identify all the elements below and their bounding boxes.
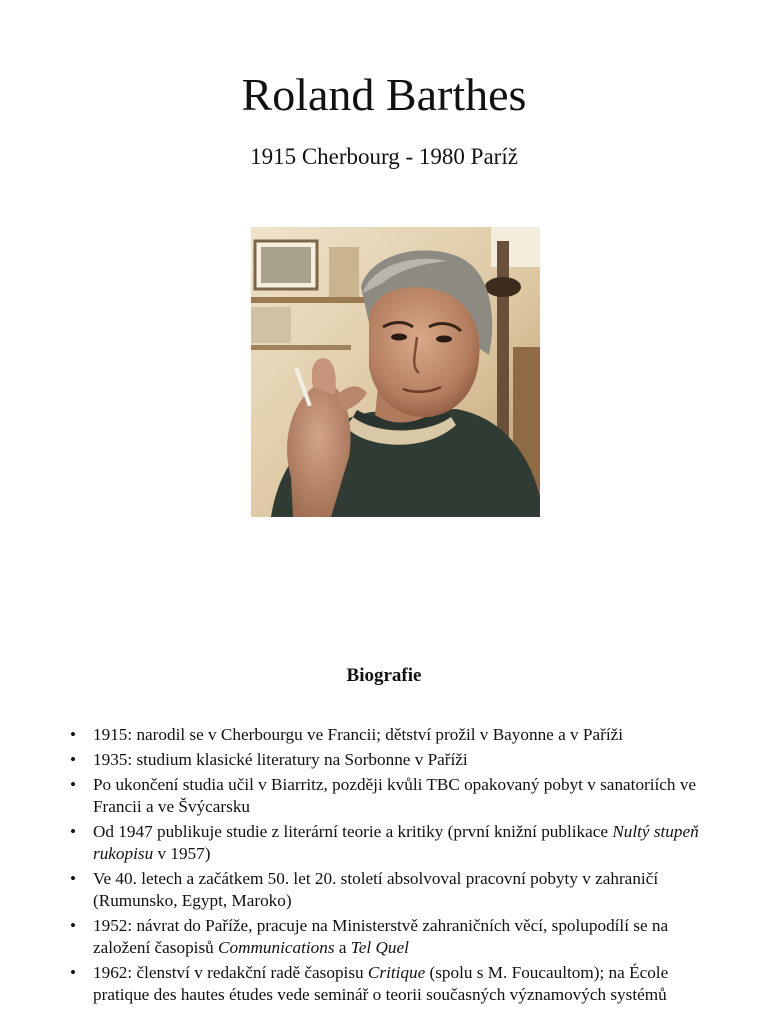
- list-item: [64, 962, 714, 1006]
- life-dates-subtitle: 1915 Cherbourg - 1980 Paríž: [250, 144, 518, 169]
- list-item: [64, 774, 714, 818]
- bullet-icon: •: [69, 775, 77, 794]
- bullet-icon: •: [69, 822, 77, 841]
- biography-heading: Biografie: [346, 665, 422, 686]
- bullet-icon: •: [69, 963, 77, 982]
- list-item-text: 1952: návrat do Paříže, pracuje na Ministerstvě zahraničních věcí, spolupodílí se na založení časopisů: [93, 916, 669, 957]
- list-item: [64, 868, 714, 912]
- list-item: [64, 724, 714, 746]
- list-item-text: Ve 40. letech a začátkem 50. let 20. století absolvoval pracovní pobyty v zahraničí (Rumunsko, Egypt, Maroko): [93, 869, 659, 910]
- list-item-text: Od 1947 publikuje studie z literární teorie a kritiky (první knižní publikace: [93, 822, 613, 841]
- list-item-text: 1962: členství v redakční radě časopisu: [93, 963, 368, 982]
- bullet-icon: •: [69, 916, 77, 935]
- biography-list: [64, 724, 714, 1009]
- journal-title: Tel Quel: [350, 938, 409, 957]
- list-item: [64, 915, 714, 959]
- list-item: [64, 821, 714, 865]
- bullet-icon: •: [69, 725, 77, 744]
- book-title: Nultý stupeň rukopisu: [93, 822, 699, 863]
- list-item-text: Po ukončení studia učil v Biarritz, později kvůli TBC opakovaný pobyt v sanatoriích ve Francii a ve Švýcarsku: [93, 775, 697, 816]
- list-item-text: v 1957): [153, 844, 211, 863]
- page-title: Roland Barthes: [241, 69, 527, 120]
- portrait-photo: [251, 227, 540, 517]
- list-item-text: 1935: studium klasické literatury na Sorbonne v Paříži: [93, 750, 468, 769]
- list-item-text: a: [334, 938, 351, 957]
- list-item: [64, 749, 714, 771]
- journal-title: Communications: [218, 938, 335, 957]
- bullet-icon: •: [69, 750, 77, 769]
- bullet-icon: •: [69, 869, 77, 888]
- journal-title: Critique: [367, 963, 426, 982]
- list-item-text: (spolu s M. Foucaultom); na École pratique des hautes études vede seminář o teorii současných významových systémů: [93, 963, 669, 1004]
- list-item-text: 1915: narodil se v Cherbourgu ve Francii; dětství prožil v Bayonne a v Paříži: [93, 725, 624, 744]
